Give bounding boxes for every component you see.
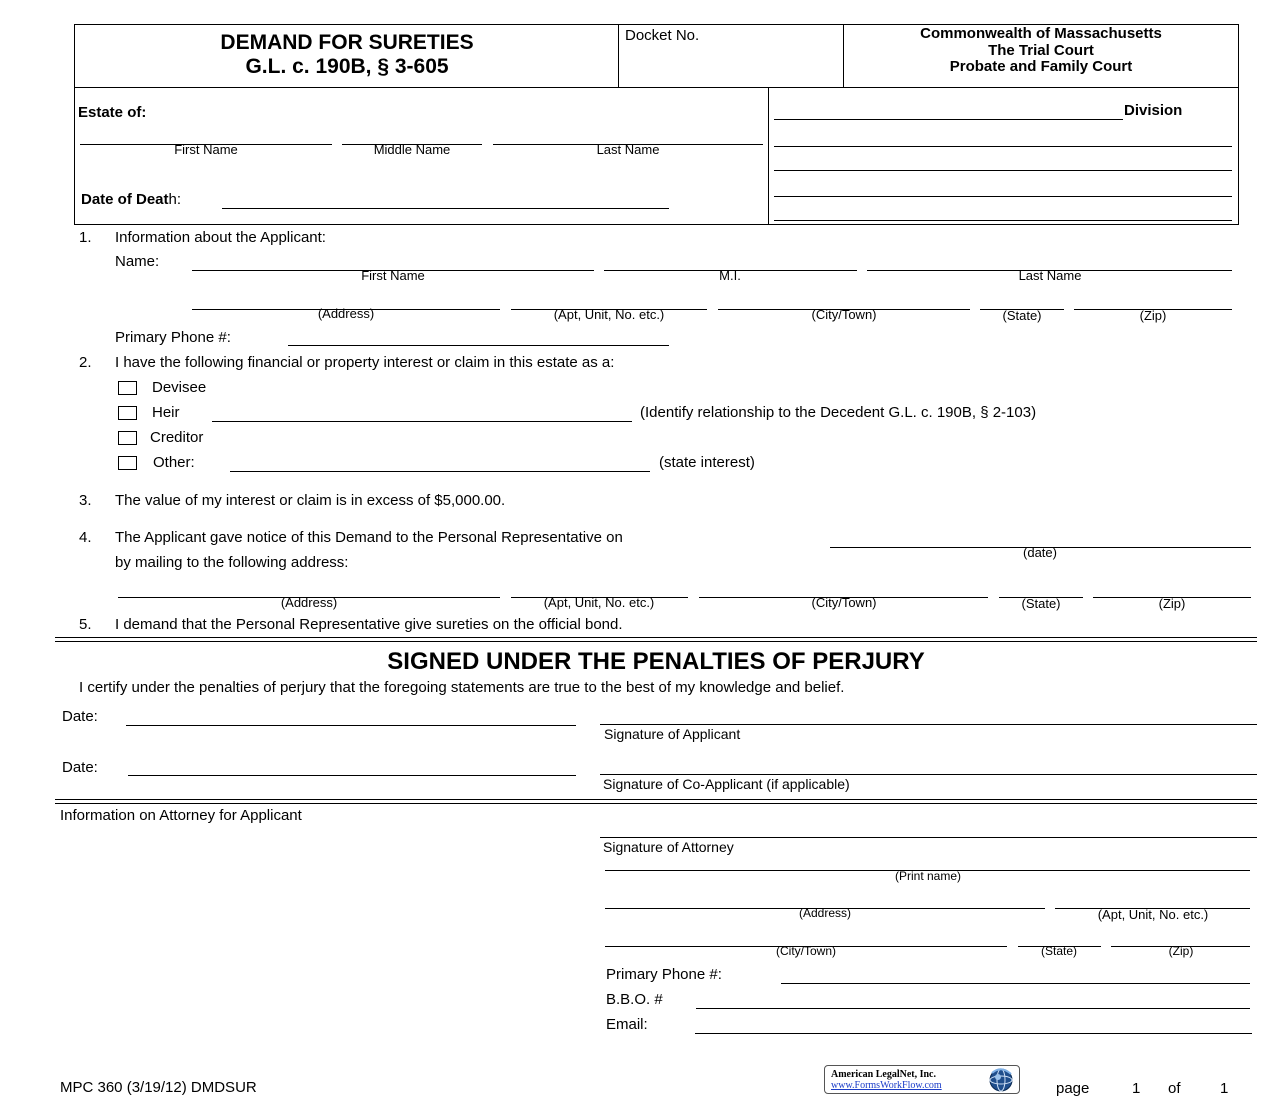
attorney-address-input[interactable] [607, 889, 1043, 907]
applicant-zip-caption: (Zip) [1139, 308, 1167, 323]
heir-relationship-line [212, 421, 632, 422]
mailing-zip-input[interactable] [1095, 578, 1249, 596]
date-label-2: Date: [62, 759, 98, 776]
other-label: Other: [153, 454, 195, 471]
attorney-divider-2 [55, 803, 1257, 804]
attorney-city-caption: (City/Town) [775, 944, 837, 958]
attorney-signature-line [600, 837, 1257, 838]
mailing-address-input[interactable] [120, 578, 498, 596]
estate-first-name-caption: First Name [174, 142, 238, 157]
division-line [774, 119, 1123, 120]
creditor-label: Creditor [150, 429, 204, 446]
perjury-divider-top-2 [55, 641, 1257, 642]
docket-label: Docket No. [625, 27, 700, 44]
applicant-name-label: Name: [115, 253, 160, 270]
estate-middle-name-caption: Middle Name [373, 142, 451, 157]
court-name-2: The Trial Court [988, 42, 1094, 59]
estate-middle-name-input[interactable] [344, 125, 480, 143]
date-input-2[interactable] [130, 756, 574, 774]
mailing-city-caption: (City/Town) [811, 595, 877, 610]
applicant-state-input[interactable] [982, 290, 1062, 308]
estate-first-name-input[interactable] [82, 125, 330, 143]
form-title: DEMAND FOR SURETIES [220, 31, 474, 54]
attorney-signature-caption: Signature of Attorney [603, 839, 734, 855]
applicant-first-name-input[interactable] [194, 251, 592, 269]
mailing-apt-caption: (Apt, Unit, No. etc.) [543, 595, 655, 610]
heir-relationship-input[interactable] [214, 402, 630, 420]
section1-number: 1. [79, 229, 92, 246]
date-line-2 [128, 775, 576, 776]
estate-last-name-caption: Last Name [596, 142, 660, 157]
attorney-bbo-input[interactable] [698, 989, 1248, 1007]
applicant-zip-input[interactable] [1076, 290, 1230, 308]
mailing-address-caption: (Address) [280, 595, 338, 610]
notice-date-caption: (date) [1023, 545, 1057, 560]
court-name-3: Probate and Family Court [949, 58, 1133, 75]
date-of-death-line [222, 208, 669, 209]
applicant-apt-caption: (Apt, Unit, No. etc.) [553, 307, 665, 322]
attorney-address-caption: (Address) [798, 906, 852, 920]
coapplicant-signature-caption: Signature of Co-Applicant (if applicable) [603, 776, 850, 792]
other-interest-input[interactable] [232, 452, 648, 470]
section4-text-line2: by mailing to the following address: [115, 554, 349, 571]
attorney-zip-caption: (Zip) [1168, 944, 1194, 958]
applicant-first-name-caption: First Name [361, 268, 425, 283]
page-total: 1 [1220, 1080, 1229, 1097]
division-label: Division [1124, 102, 1183, 119]
attorney-bbo-label: B.B.O. # [606, 991, 663, 1008]
section2-number: 2. [79, 354, 92, 371]
form-id: MPC 360 (3/19/12) DMDSUR [60, 1079, 257, 1096]
section5-text: I demand that the Personal Representative give sureties on the official bond. [115, 616, 623, 633]
coapplicant-signature-line [600, 774, 1257, 775]
header-divider-1 [618, 24, 619, 88]
applicant-city-input[interactable] [720, 290, 968, 308]
applicant-city-caption: (City/Town) [811, 307, 877, 322]
applicant-last-name-caption: Last Name [1018, 268, 1082, 283]
heir-label: Heir [152, 404, 180, 421]
division-input[interactable] [776, 100, 1121, 118]
section4-text-line1: The Applicant gave notice of this Demand to the Personal Representative on [115, 529, 623, 546]
attorney-apt-input[interactable] [1057, 889, 1248, 907]
mailing-state-input[interactable] [1001, 578, 1081, 596]
division-extra-line-1 [774, 146, 1232, 147]
form-statute: G.L. c. 190B, § 3-605 [245, 55, 449, 78]
page-number: 1 [1132, 1080, 1141, 1097]
attorney-phone-label: Primary Phone #: [606, 966, 722, 983]
mailing-zip-caption: (Zip) [1158, 596, 1186, 611]
section3-number: 3. [79, 492, 92, 509]
attorney-email-line [695, 1033, 1252, 1034]
globe-icon [984, 1067, 1018, 1093]
perjury-title: SIGNED UNDER THE PENALTIES OF PERJURY [387, 648, 925, 675]
logo-text-company: American LegalNet, Inc. [831, 1069, 936, 1080]
page-label: page [1056, 1080, 1090, 1097]
attorney-phone-line [781, 983, 1250, 984]
date-line-1 [126, 725, 576, 726]
header-divider-2 [843, 24, 844, 88]
attorney-print-name-caption: (Print name) [894, 869, 962, 883]
applicant-address-caption: (Address) [317, 306, 375, 321]
applicant-phone-line [288, 345, 669, 346]
attorney-zip-input[interactable] [1113, 927, 1248, 945]
section1-heading: Information about the Applicant: [115, 229, 326, 246]
division-extra-line-3 [774, 196, 1232, 197]
mailing-apt-input[interactable] [513, 578, 686, 596]
attorney-city-input[interactable] [607, 927, 1005, 945]
attorney-bbo-line [696, 1008, 1250, 1009]
mailing-city-input[interactable] [701, 578, 986, 596]
attorney-divider-1 [55, 799, 1257, 800]
estate-label: Estate of: [78, 104, 147, 121]
date-label-1: Date: [62, 708, 98, 725]
attorney-phone-input[interactable] [783, 964, 1248, 982]
logo-text-url: www.FormsWorkFlow.com [831, 1080, 942, 1091]
applicant-mi-input[interactable] [606, 251, 855, 269]
attorney-heading: Information on Attorney for Applicant [60, 807, 302, 824]
division-extra-line-4 [774, 220, 1232, 221]
section2-heading: I have the following financial or property interest or claim in this estate as a: [115, 354, 615, 371]
attorney-state-caption: (State) [1040, 944, 1078, 958]
creditor-checkbox[interactable] [118, 431, 137, 445]
heir-note: (Identify relationship to the Decedent G.L. c. 190B, § 2-103) [640, 404, 1037, 421]
division-extra-line-2 [774, 170, 1232, 171]
legalnet-logo[interactable] [824, 1065, 1020, 1094]
attorney-apt-caption: (Apt, Unit, No. etc.) [1097, 907, 1209, 922]
attorney-email-label: Email: [606, 1016, 648, 1033]
date-of-death-label-rest: h: [168, 191, 182, 208]
applicant-last-name-input[interactable] [869, 251, 1230, 269]
other-checkbox[interactable] [118, 456, 137, 470]
applicant-signature-caption: Signature of Applicant [604, 726, 741, 742]
heir-checkbox[interactable] [118, 406, 137, 420]
section3-text: The value of my interest or claim is in excess of $5,000.00. [115, 492, 506, 509]
section5-number: 5. [79, 616, 92, 633]
attorney-email-input[interactable] [697, 1014, 1250, 1032]
perjury-divider-top-1 [55, 637, 1257, 638]
applicant-apt-input[interactable] [513, 290, 705, 308]
date-of-death-input[interactable] [224, 189, 668, 207]
date-input-1[interactable] [128, 706, 574, 724]
other-interest-line [230, 471, 650, 472]
of-label: of [1168, 1080, 1181, 1097]
attorney-print-name-input[interactable] [607, 851, 1248, 869]
applicant-signature-line [600, 724, 1257, 725]
mailing-state-caption: (State) [1021, 596, 1061, 611]
estate-divider [768, 87, 769, 225]
court-name-1: Commonwealth of Massachusetts [920, 25, 1162, 42]
date-of-death-label [81, 191, 181, 208]
attorney-state-input[interactable] [1020, 927, 1099, 945]
section4-number: 4. [79, 529, 92, 546]
applicant-state-caption: (State) [1002, 308, 1042, 323]
date-of-death-label-bold: Date of Deat [81, 191, 169, 208]
applicant-phone-input[interactable] [290, 326, 667, 344]
estate-last-name-input[interactable] [495, 125, 761, 143]
perjury-statement: I certify under the penalties of perjury that the foregoing statements are true to the best of my knowledge and belief. [79, 679, 845, 696]
applicant-phone-label: Primary Phone #: [115, 329, 231, 346]
docket-input[interactable] [630, 55, 835, 73]
devisee-checkbox[interactable] [118, 381, 137, 395]
other-note: (state interest) [659, 454, 755, 471]
devisee-label: Devisee [152, 379, 207, 396]
applicant-mi-caption: M.I. [719, 268, 741, 283]
notice-date-input[interactable] [832, 528, 1249, 546]
